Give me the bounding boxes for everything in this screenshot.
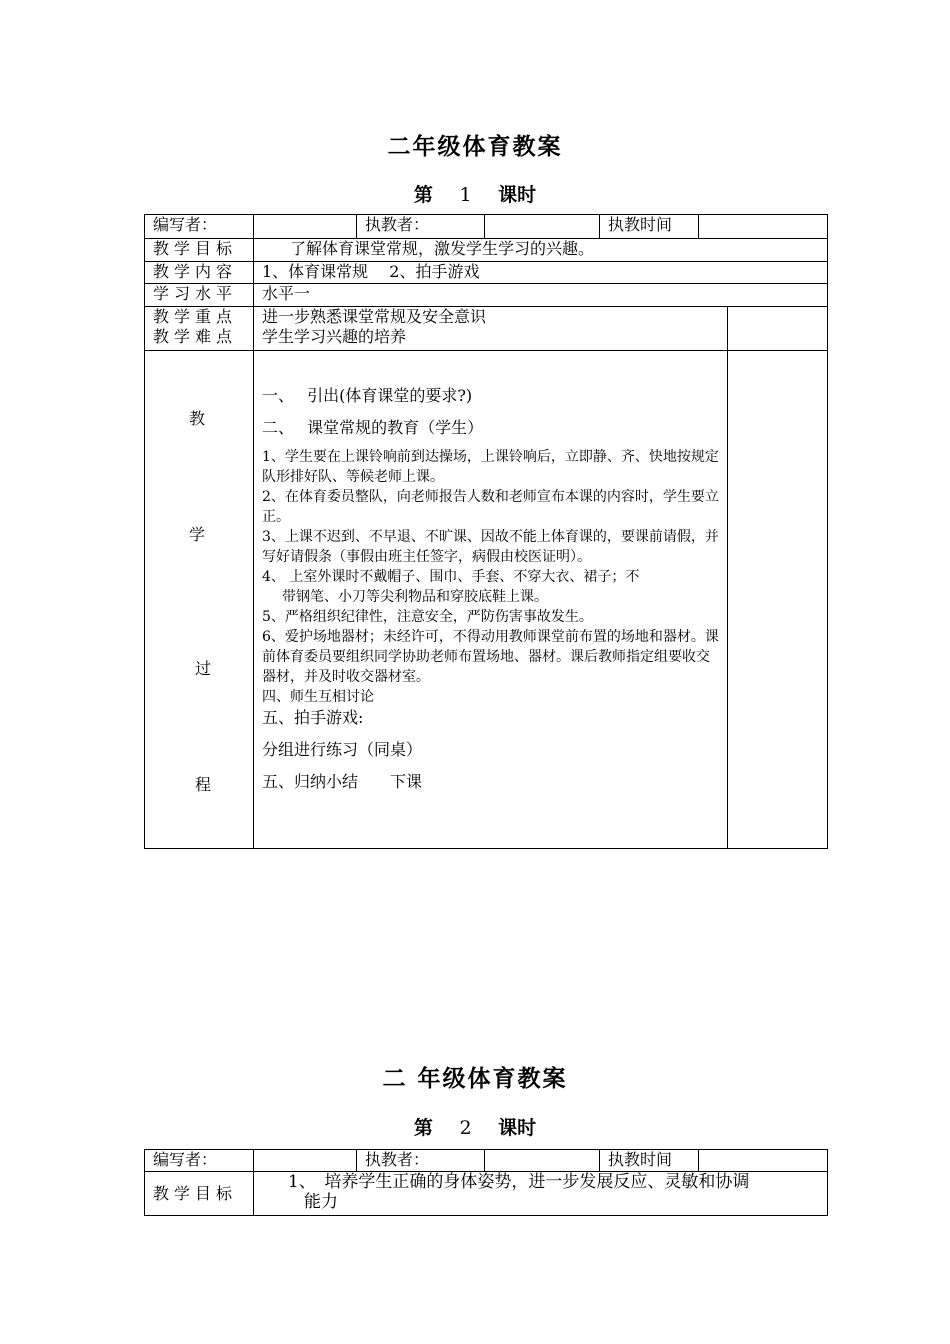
- rule-4b: 带钢笔、小刀等尖利物品和穿胶底鞋上课。: [282, 589, 548, 605]
- author-value: [254, 1150, 357, 1172]
- time-label: 执教时间: [600, 1150, 699, 1172]
- goal-line-1: 1、 培养学生正确的身体姿势，进一步发展反应、灵敏和协调: [288, 1172, 750, 1192]
- goal-label: 教学目标: [145, 1172, 254, 1216]
- plan1-lesson-heading: [0, 180, 950, 207]
- time-value: [699, 1150, 828, 1172]
- rule-2: 2、在体育委员整队，向老师报告人数和老师宣布本课的内容时，学生要立正。: [262, 489, 719, 525]
- plan2-table: [144, 1149, 828, 1216]
- process-extra: [728, 351, 828, 849]
- process-step-6: 五、归纳小结 下课: [262, 772, 423, 791]
- lesson-number: 1: [459, 184, 472, 206]
- time-label: 执教时间: [600, 215, 699, 239]
- process-step-1: 一、 引出(体育课堂的要求?): [262, 386, 473, 405]
- goal-line-2: 能力: [304, 1192, 338, 1212]
- goal-text: [254, 1172, 828, 1216]
- content-label: 教学内容: [145, 262, 254, 284]
- lesson-number: 2: [459, 1117, 472, 1139]
- time-value: [699, 215, 828, 239]
- process-step-2: 二、 课堂常规的教育（学生）: [262, 418, 484, 437]
- process-label-cell: [145, 351, 254, 849]
- level-text: 水平一: [254, 284, 828, 307]
- lesson-suffix: 课时: [498, 184, 537, 206]
- process-char-1: 教: [189, 409, 206, 428]
- focus-extra: [728, 307, 828, 351]
- focus-text: 进一步熟悉课堂常规及安全意识: [262, 307, 487, 326]
- author-label: 编写者：: [145, 215, 254, 239]
- focus-difficulty-text: [254, 307, 728, 351]
- process-step-4: 四、师生互相讨论: [262, 689, 374, 705]
- rule-1: 1、学生要在上课铃响前到达操场，上课铃响后，立即静、齐、快地按规定队形排好队、等候老师上课。: [262, 449, 719, 485]
- difficulty-text: 学生学习兴趣的培养: [262, 327, 407, 346]
- teacher-label: 执教者：: [357, 215, 485, 239]
- plan1-title: 二年级体育教案: [387, 133, 563, 160]
- rule-5: 5、严格组织纪律性，注意安全，严防伤害事故发生。: [262, 609, 593, 625]
- focus-label: 教学重点: [153, 307, 238, 326]
- plan1-table: [144, 214, 828, 849]
- focus-difficulty-label: [145, 307, 254, 351]
- goal-text: 了解体育课堂常规，激发学生学习的兴趣。: [254, 239, 828, 262]
- rule-6: 6、爱护场地器材；未经许可，不得动用教师课堂前布置的场地和器材。课前体育委员要组织同学协助老师布置场地、器材。课后教师指定组要收交器材，并及时收交器材室。: [262, 629, 719, 685]
- process-content: [262, 385, 722, 793]
- teacher-value: [485, 215, 600, 239]
- difficulty-label: 教学难点: [153, 327, 238, 346]
- rule-4a: 4、 上室外课时不戴帽子、围巾、手套、不穿大衣、裙子；不: [262, 569, 640, 585]
- process-char-2: 学: [189, 525, 206, 544]
- teacher-value: [485, 1150, 600, 1172]
- rule-3: 3、上课不迟到、不早退、不旷课、因故不能上体育课的，要课前请假，并写好请假条（事假由班主任签字，病假由校医证明）。: [262, 529, 719, 565]
- lesson-suffix: 课时: [498, 1117, 537, 1139]
- goal-label: 教学目标: [145, 239, 254, 262]
- process-char-4: 程: [195, 775, 212, 794]
- teacher-label: 执教者：: [357, 1150, 485, 1172]
- process-step-5: 五、拍手游戏:: [262, 708, 364, 727]
- plan2-lesson-heading: [0, 1113, 950, 1140]
- author-label: 编写者：: [145, 1150, 254, 1172]
- level-label: 学习水平: [145, 284, 254, 307]
- lesson-prefix: 第: [413, 1117, 433, 1139]
- author-value: [254, 215, 357, 239]
- process-char-3: 过: [195, 659, 212, 678]
- process-content-cell: [254, 351, 728, 849]
- content-text: 1、体育课常规 2、拍手游戏: [254, 262, 828, 284]
- process-step-5a: 分组进行练习（同桌）: [262, 740, 423, 759]
- plan2-title: 二 年级体育教案: [382, 1065, 568, 1092]
- lesson-prefix: 第: [413, 184, 433, 206]
